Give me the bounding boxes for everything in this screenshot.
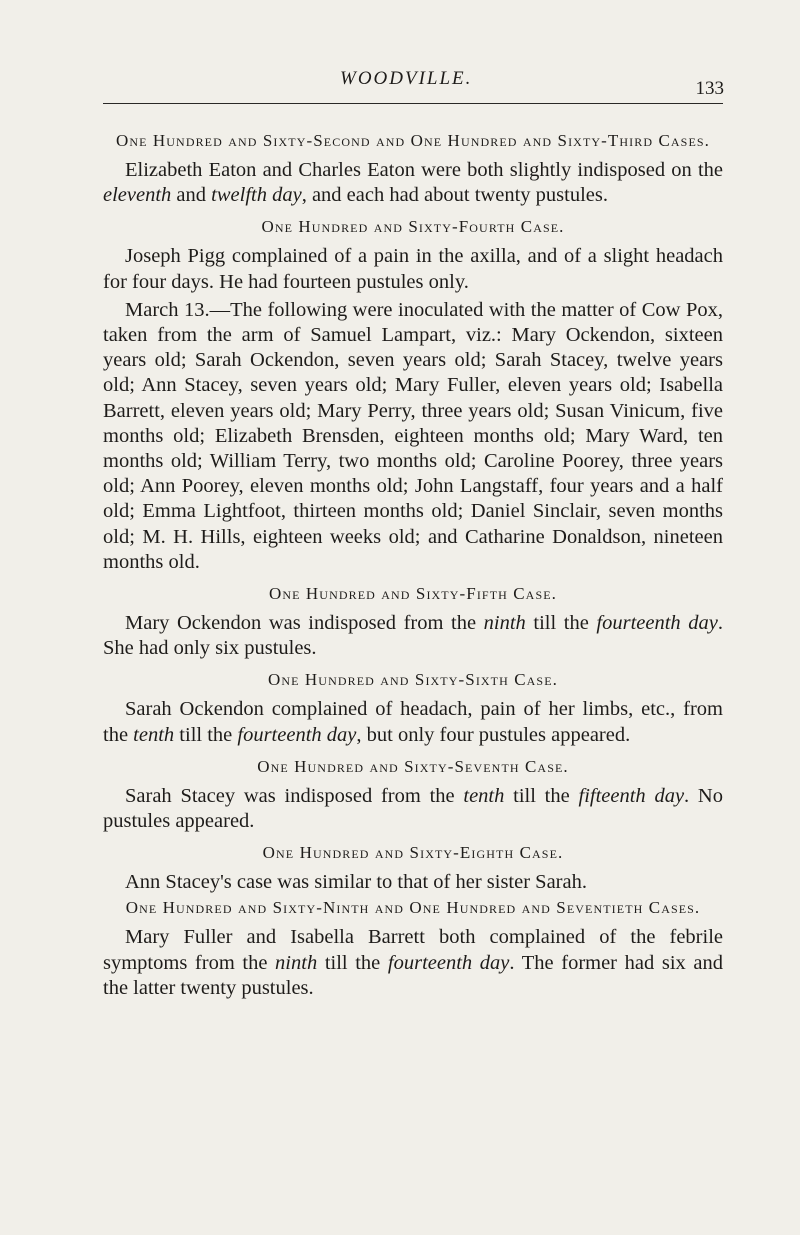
text-run: Elizabeth Eaton and Charles Eaton were both slightly indisposed on the: [125, 159, 723, 181]
text-run: Mary Fuller and Isabella Barrett both complained of the febrile symptoms from the: [103, 926, 723, 974]
text-run: Sarah Ockendon complained of headach, pain of her limbs, etc., from the: [103, 698, 723, 746]
case-paragraph: [103, 611, 723, 661]
italic-text: fourteenth day: [237, 723, 357, 746]
case-paragraph: [103, 158, 723, 208]
page-body: [103, 128, 723, 1001]
text-run: , but only four pustules appeared.: [356, 723, 631, 746]
italic-text: twelfth day: [211, 184, 302, 207]
text-run: and: [171, 184, 212, 207]
text-run: . No pustules appeared.: [103, 784, 723, 833]
running-head: [0, 68, 800, 98]
text-run: Ann Stacey's case was similar to that of her sister Sarah.: [125, 871, 587, 894]
case-heading: One Hundred and Sixty-Sixth Case.: [268, 670, 558, 690]
case-heading: One Hundred and Sixty-Second and One Hundred and Sixty-Third Cases.: [115, 131, 711, 150]
case-paragraph: [103, 925, 723, 1001]
text-run: , and each had about twenty pustules.: [301, 184, 608, 207]
text-run: till the: [525, 612, 597, 635]
text-run: March 13.—The following were inoculated with the matter of Cow Pox, taken from the arm of Samuel Lampart, viz.: Mary Ockendon, sixteen years old; Sarah Ockendon, seven years old; Sarah Stacey, twelve years old; Ann Stacey, seven years old; Mary Fuller, eleven years old; Isabella Barrett, eleven years old; Mary Perry, three years old; Susan Vinicum, five months old; Elizabeth Brensden, eighteen months old; Mary Ward, ten months old; William Terry, two months old; Caroline Poorey, three years old; Ann Poorey, eleven months old; John Langstaff, four years and a half old; Emma Lightfoot, thirteen months old; Daniel Sinclair, seven months old; M. H. Hills, eighteen weeks old; and Catharine Donaldson, nineteen months old.: [103, 298, 723, 573]
header-rule: [103, 103, 723, 104]
case-heading: One Hundred and Sixty-Ninth and One Hundred and Seventieth Cases.: [125, 898, 701, 918]
text-run: . She had only six pustules.: [103, 612, 723, 660]
case-paragraph: [103, 298, 723, 575]
italic-text: eleventh: [103, 184, 172, 207]
italic-text: fifteenth day: [578, 784, 685, 807]
running-title: WOODVILLE.: [340, 68, 473, 89]
italic-text: ninth: [483, 612, 526, 635]
text-run: Mary Ockendon was indisposed from the: [125, 612, 484, 635]
italic-text: fourteenth day: [387, 951, 510, 974]
text-run: Joseph Pigg complained of a pain in the axilla, and of a slight headach for four days. He had fourteen pustules only.: [103, 245, 723, 293]
case-heading: One Hundred and Sixty-Seventh Case.: [257, 756, 569, 776]
case-heading: One Hundred and Sixty-Fifth Case.: [269, 584, 557, 604]
italic-text: tenth: [133, 723, 175, 746]
italic-text: fourteenth day: [596, 612, 718, 635]
text-run: till the: [504, 784, 579, 807]
italic-text: ninth: [275, 951, 318, 974]
text-run: . The former had six and the latter twenty pustules.: [103, 951, 723, 999]
page-number: 133: [695, 78, 724, 99]
case-paragraph: [103, 784, 723, 834]
case-paragraph: [103, 244, 723, 294]
case-heading: One Hundred and Sixty-Eighth Case.: [262, 843, 564, 863]
case-heading: One Hundred and Sixty-Fourth Case.: [261, 217, 565, 237]
text-run: till the: [174, 723, 238, 746]
italic-text: tenth: [463, 784, 505, 807]
case-paragraph: [103, 697, 723, 747]
case-paragraph: [103, 870, 723, 895]
text-run: Sarah Stacey was indisposed from the: [125, 784, 464, 807]
text-run: till the: [317, 951, 388, 974]
